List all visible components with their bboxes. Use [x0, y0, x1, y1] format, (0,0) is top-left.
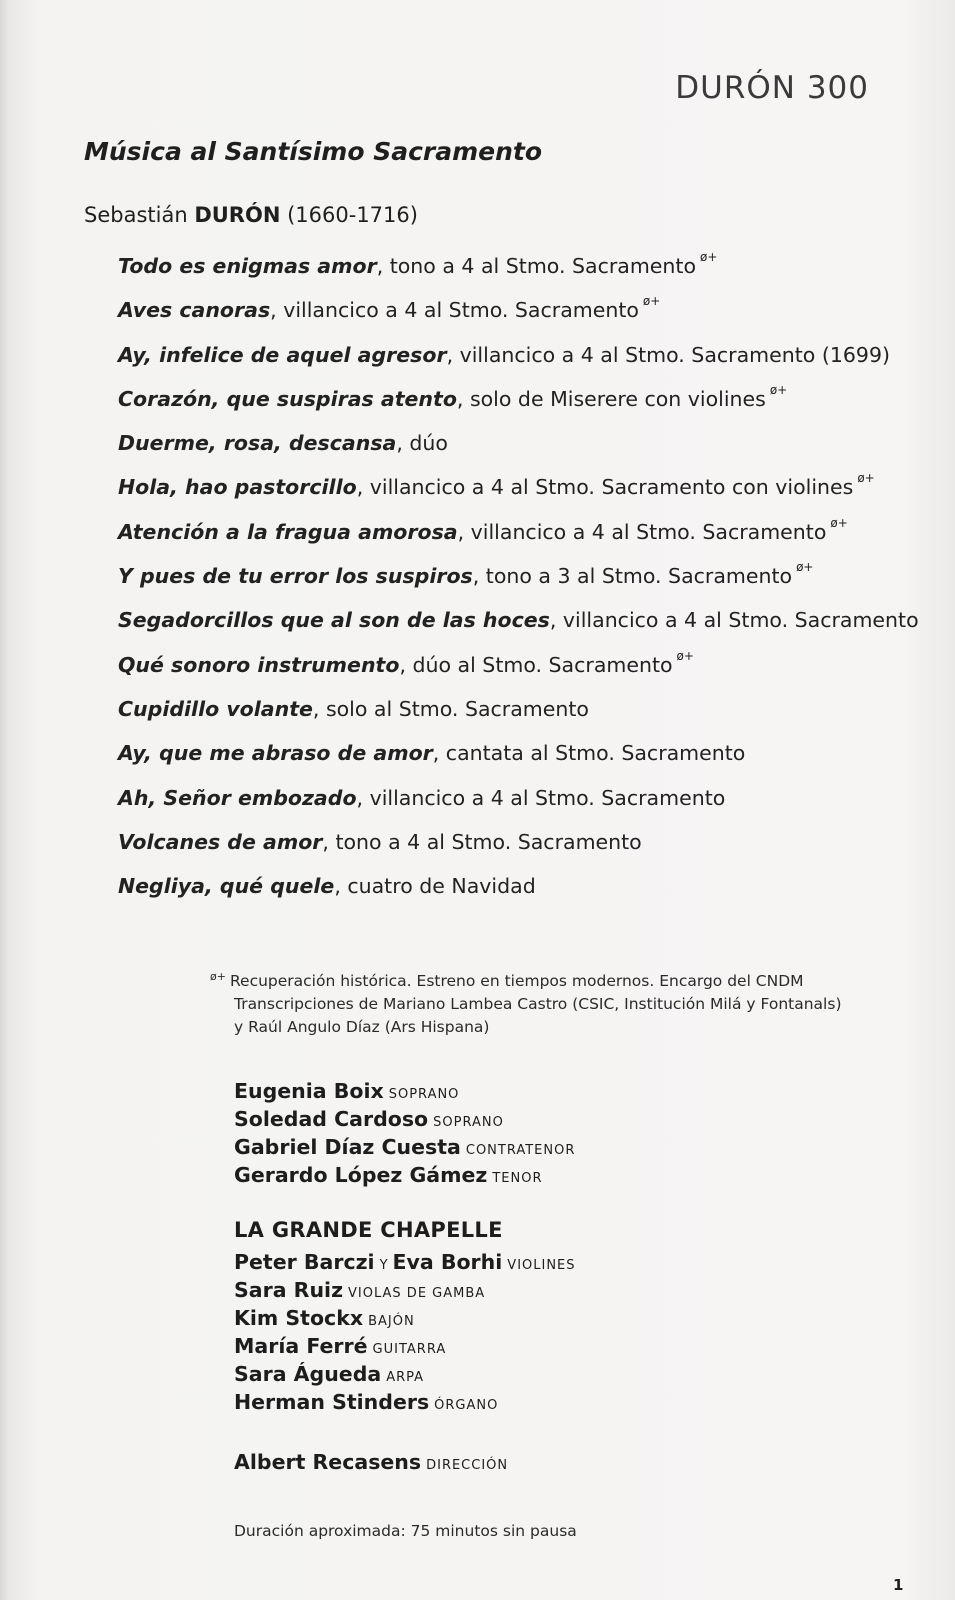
- performer-name: Soledad Cardoso: [234, 1107, 429, 1131]
- work-item: [118, 599, 918, 643]
- composer-line: [84, 203, 418, 227]
- work-title: Todo es enigmas amor: [118, 253, 377, 278]
- performer-name: Peter Barczi: [234, 1250, 375, 1274]
- director-name: Albert Recasens: [234, 1450, 422, 1474]
- performer-role: SOPRANO: [433, 1115, 504, 1130]
- performer-role: ÓRGANO: [434, 1398, 499, 1413]
- work-item: [118, 245, 918, 289]
- performer-role: SOPRANO: [388, 1087, 460, 1102]
- performer-role: BAJÓN: [368, 1314, 415, 1329]
- performer-name: Sara Ruiz: [234, 1278, 344, 1302]
- performer: [234, 1248, 576, 1276]
- work-description: , villancico a 4 al Stmo. Sacramento: [270, 298, 639, 323]
- performer: [234, 1276, 576, 1304]
- work-item: [118, 511, 918, 555]
- performer-name: Gerardo López Gámez: [234, 1163, 488, 1187]
- work-item: [118, 334, 918, 378]
- composer-dates: (1660-1716): [287, 203, 418, 227]
- work-description: , villancico a 4 al Stmo. Sacramento: [457, 519, 827, 544]
- premiere-mark: ø+: [210, 970, 226, 983]
- work-description: , tono a 4 al Stmo. Sacramento: [376, 253, 696, 278]
- performer-name: Kim Stockx: [234, 1306, 364, 1330]
- ensemble-list: [234, 1248, 576, 1416]
- performer: [234, 1105, 575, 1133]
- work-item: [118, 732, 918, 776]
- work-description: , dúo: [396, 431, 448, 456]
- work-item: [118, 289, 918, 333]
- work-title: Segadorcillos que al son de las hoces: [118, 608, 550, 633]
- composer-first-name: Sebastián: [84, 203, 188, 227]
- premiere-mark: ø+: [769, 382, 788, 397]
- work-item: [118, 865, 918, 909]
- work-description: , villancico a 4 al Stmo. Sacramento: [356, 785, 726, 810]
- work-description: , tono a 3 al Stmo. Sacramento: [472, 563, 793, 588]
- footnote-line: y Raúl Angulo Díaz (Ars Hispana): [234, 1018, 490, 1036]
- footnote-line: Transcripciones de Mariano Lambea Castro (CSIC, Institución Milá y Fontanals): [234, 995, 842, 1013]
- performer: [234, 1133, 575, 1161]
- work-title: Ay, infelice de aquel agresor: [118, 342, 447, 367]
- work-title: Cupidillo volante: [118, 696, 313, 721]
- brand-title: DURÓN 300: [675, 70, 869, 106]
- premiere-mark: ø+: [857, 471, 875, 486]
- performer-name: Sara Águeda: [234, 1362, 382, 1386]
- premiere-mark: ø+: [830, 515, 848, 530]
- work-title: Ah, Señor embozado: [118, 785, 357, 810]
- page-binding: [0, 0, 10, 1600]
- page-number: 1: [893, 1576, 904, 1594]
- work-title: Qué sonoro instrumento: [118, 652, 400, 677]
- work-title: Hola, hao pastorcillo: [118, 475, 357, 500]
- work-title: Corazón, que suspiras atento: [118, 386, 457, 411]
- work-item: [118, 378, 918, 422]
- performer: [234, 1161, 575, 1189]
- work-description: , tono a 4 al Stmo. Sacramento: [322, 829, 642, 854]
- premiere-mark: ø+: [700, 250, 718, 264]
- work-item: [118, 777, 918, 821]
- performer-name: Eugenia Boix: [234, 1079, 384, 1103]
- work-title: Duerme, rosa, descansa: [118, 431, 397, 456]
- footnotes: [210, 965, 842, 1039]
- performer-role: CONTRATENOR: [465, 1143, 576, 1158]
- work-description: , cuatro de Navidad: [334, 873, 536, 898]
- work-title: Y pues de tu error los suspiros: [118, 563, 473, 588]
- performer-role: ARPA: [386, 1370, 425, 1385]
- work-description: , villancico a 4 al Stmo. Sacramento (1699): [446, 342, 890, 367]
- performer: [234, 1388, 576, 1416]
- director-line: [234, 1448, 508, 1480]
- work-title: Negliya, qué quele: [118, 873, 335, 898]
- performer-role: VIOLAS DE GAMBA: [348, 1286, 486, 1301]
- performer-name: Eva Borhi: [392, 1250, 503, 1274]
- performer: [234, 1304, 576, 1332]
- work-description: , dúo al Stmo. Sacramento: [399, 652, 673, 677]
- performer: [234, 1332, 576, 1360]
- work-description: , villancico a 4 al Stmo. Sacramento con violines: [356, 475, 854, 500]
- work-description: , solo al Stmo. Sacramento: [312, 696, 589, 721]
- work-title: Ay, que me abraso de amor: [118, 741, 433, 766]
- work-description: , villancico a 4 al Stmo. Sacramento: [549, 608, 919, 633]
- work-title: Atención a la fragua amorosa: [118, 519, 458, 544]
- ensemble-name: LA GRANDE CHAPELLE: [234, 1218, 503, 1242]
- premiere-mark: ø+: [676, 648, 694, 663]
- performer: [234, 1360, 576, 1388]
- work-description: , cantata al Stmo. Sacramento: [432, 741, 746, 766]
- performer-role: TENOR: [492, 1171, 543, 1186]
- concert-title: Música al Santísimo Sacramento: [84, 137, 543, 166]
- performer-name: Herman Stinders: [234, 1390, 430, 1414]
- work-item: [118, 688, 918, 732]
- work-title: Volcanes de amor: [118, 829, 323, 854]
- footnote-line: $^{ø+}$ Recuperación histórica. Estreno en tiempos modernos. Encargo del CNDM: [210, 970, 804, 990]
- work-item: [118, 555, 918, 599]
- soloists-list: [234, 1077, 575, 1189]
- director-role: DIRECCIÓN: [426, 1458, 509, 1473]
- work-description: , solo de Miserere con violines: [456, 386, 766, 411]
- conjunction: Y: [379, 1258, 388, 1273]
- performer-name: Gabriel Díaz Cuesta: [234, 1135, 461, 1159]
- premiere-mark: ø+: [796, 560, 814, 575]
- work-item: [118, 466, 918, 510]
- work-title: Aves canoras: [118, 298, 271, 323]
- performer: [234, 1077, 575, 1105]
- work-item: [118, 644, 918, 688]
- work-item: [118, 821, 918, 865]
- duration-note: Duración aproximada: 75 minutos sin pausa: [234, 1522, 577, 1540]
- performer-role: GUITARRA: [372, 1342, 447, 1357]
- performer-role: VIOLINES: [507, 1258, 576, 1273]
- composer-surname: DURÓN: [194, 203, 281, 227]
- works-list: [118, 245, 918, 909]
- work-item: [118, 422, 918, 466]
- performer-name: María Ferré: [234, 1334, 368, 1358]
- premiere-mark: ø+: [642, 294, 661, 309]
